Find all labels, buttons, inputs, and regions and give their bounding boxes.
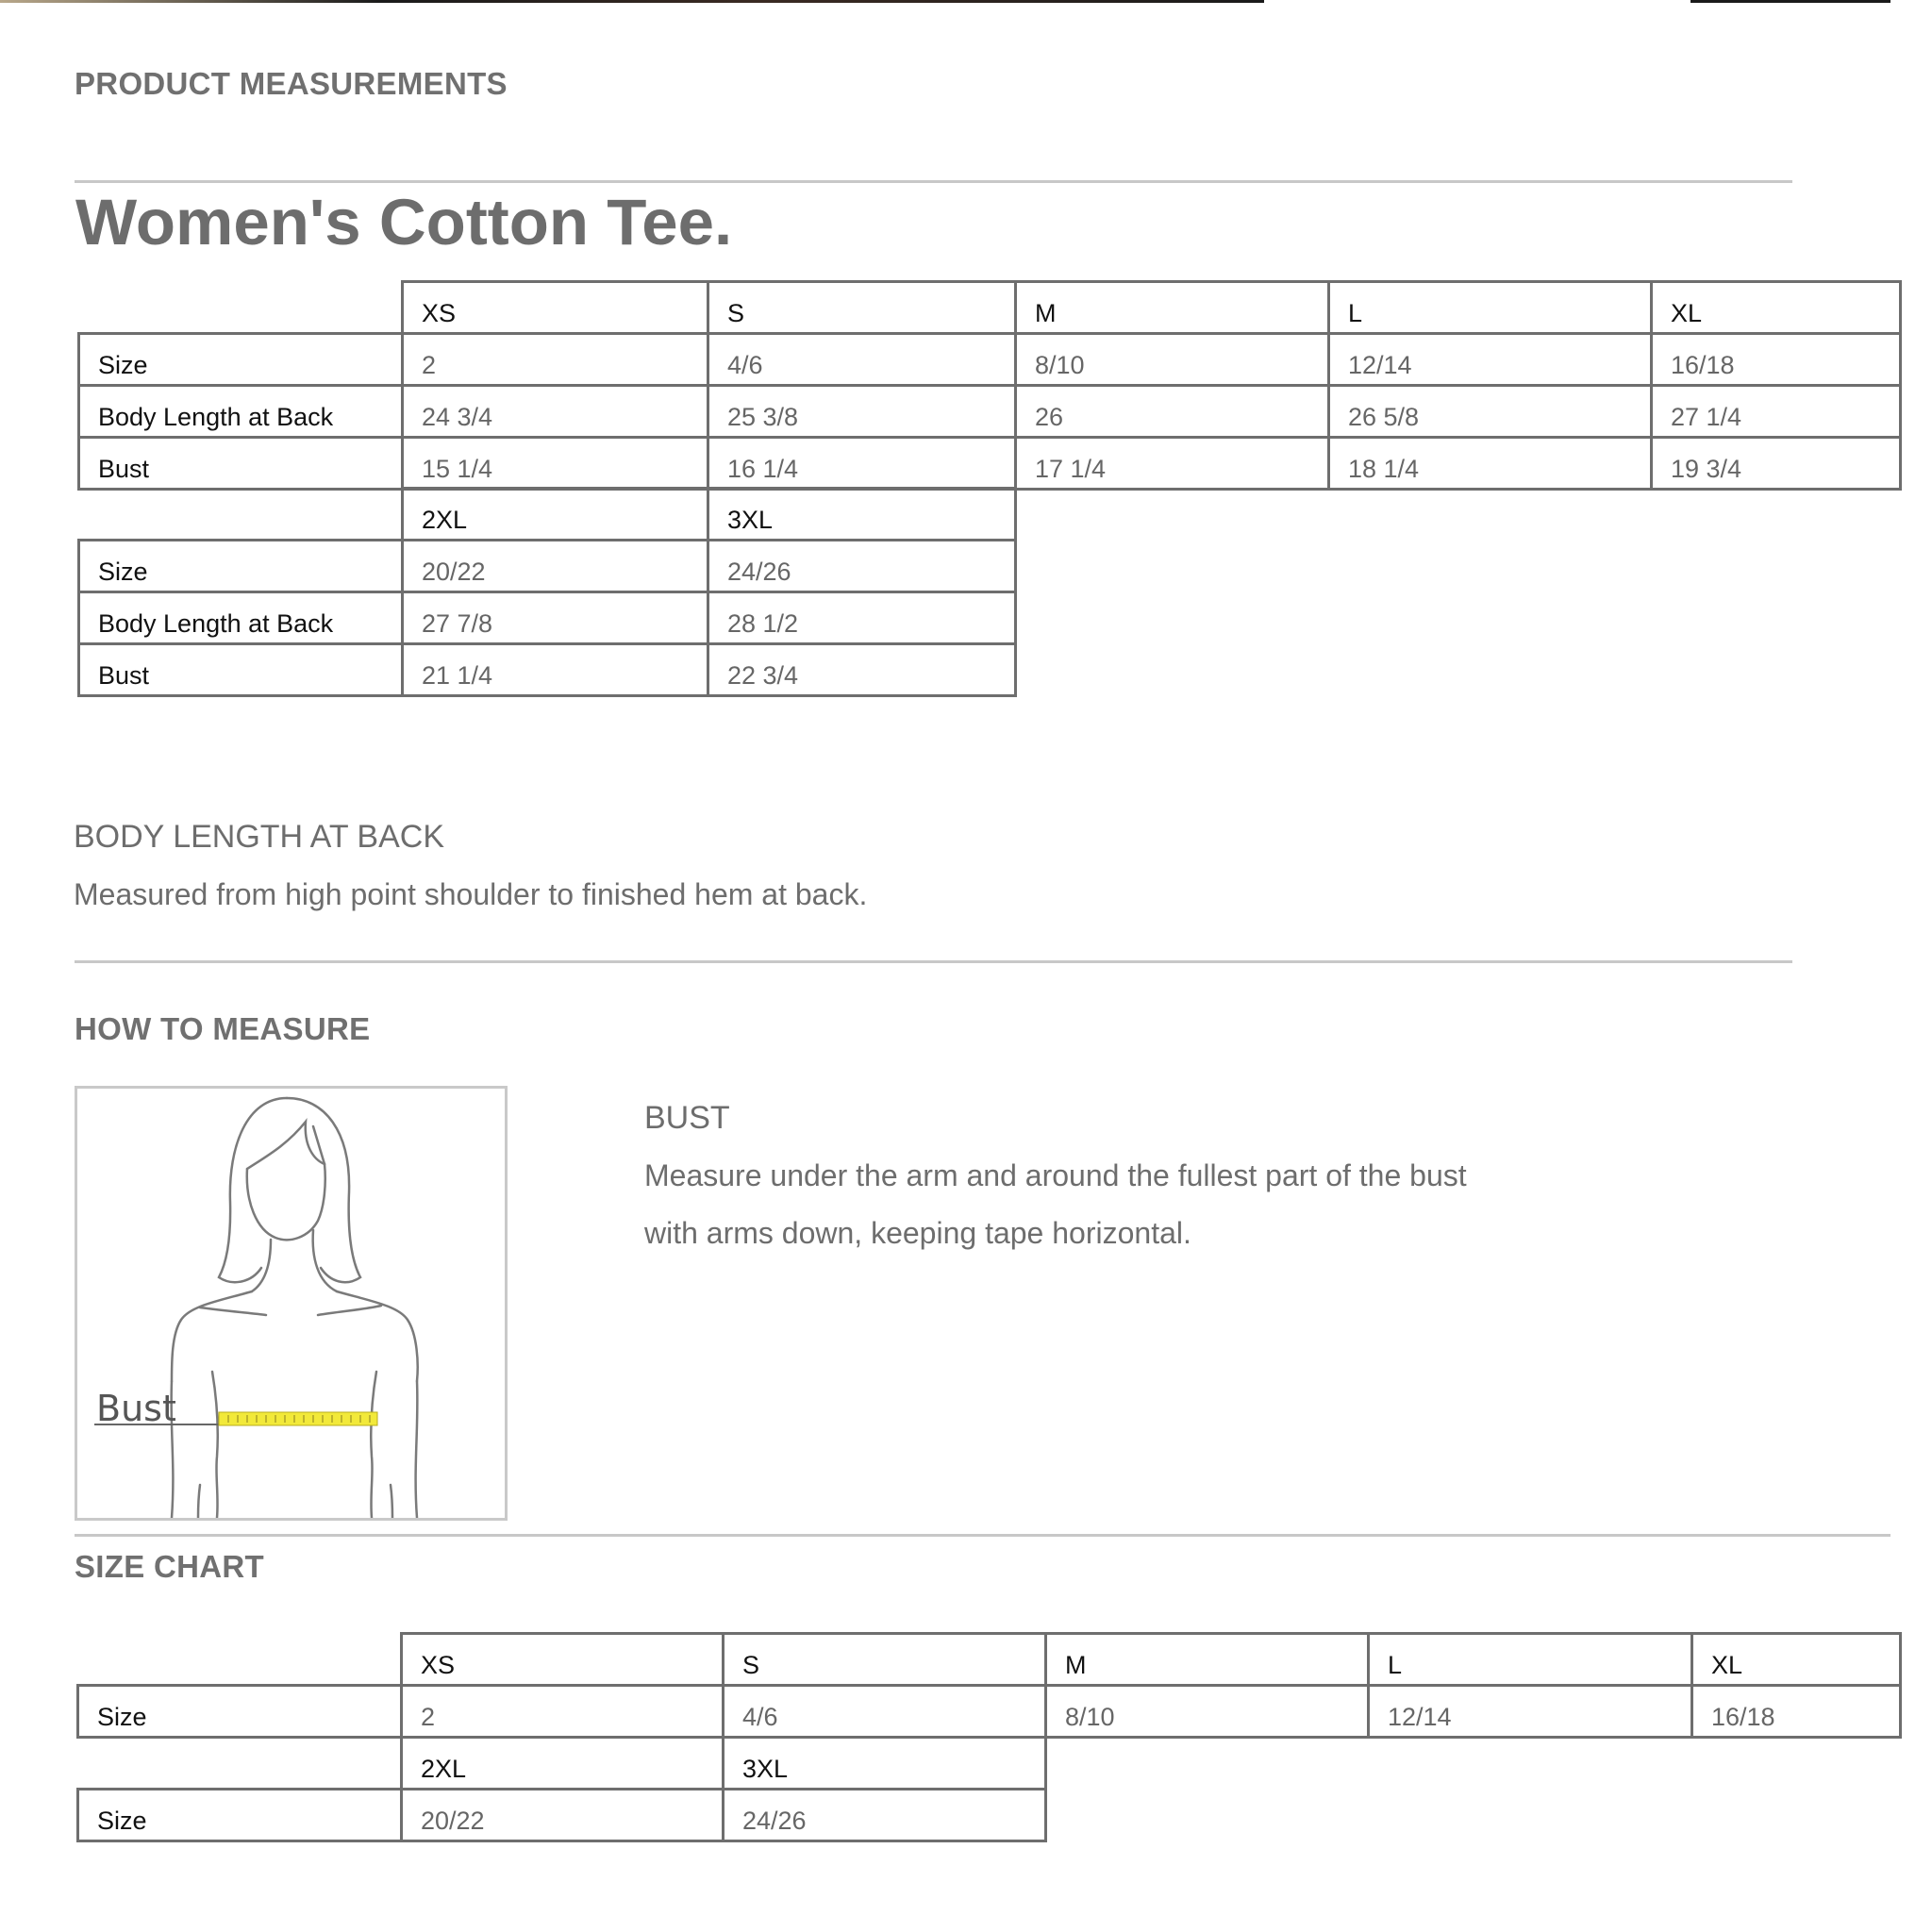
- table-cell: 19 3/4: [1650, 436, 1902, 491]
- column-header: XL: [1690, 1632, 1902, 1687]
- table-cell: 24/26: [722, 1788, 1047, 1842]
- table-cell: 17 1/4: [1014, 436, 1330, 491]
- table-cell: 27 7/8: [401, 591, 709, 645]
- row-label: Size: [77, 332, 404, 387]
- divider: [75, 1534, 1890, 1537]
- column-header: 3XL: [707, 487, 1017, 541]
- divider: [75, 960, 1792, 963]
- top-banner-strip: [0, 0, 1264, 3]
- table-cell: 20/22: [401, 539, 709, 593]
- table-cell: 15 1/4: [401, 436, 709, 491]
- row-label: Size: [76, 1788, 403, 1842]
- table-cell: 4/6: [722, 1684, 1047, 1739]
- bust-measurement-illustration: [75, 1086, 508, 1521]
- table-cell: 4/6: [707, 332, 1017, 387]
- column-header: M: [1014, 280, 1330, 335]
- column-header: 3XL: [722, 1736, 1047, 1790]
- table-cell: 24 3/4: [401, 384, 709, 439]
- row-label: Bust: [77, 436, 404, 491]
- body-length-description: Measured from high point shoulder to finished hem at back.: [74, 877, 868, 911]
- bust-description-line-1: Measure under the arm and around the fullest part of the bust: [644, 1158, 1467, 1192]
- row-label: Size: [77, 539, 404, 593]
- divider: [75, 180, 1792, 183]
- top-banner-strip-right: [1690, 0, 1890, 3]
- table-cell: 20/22: [400, 1788, 724, 1842]
- column-header: 2XL: [400, 1736, 724, 1790]
- woman-figure-icon: [77, 1089, 505, 1518]
- table-cell: 2: [400, 1684, 724, 1739]
- row-label: Body Length at Back: [77, 384, 404, 439]
- column-header: L: [1367, 1632, 1693, 1687]
- figure-bust-label: Bust: [96, 1388, 176, 1429]
- table-cell: 21 1/4: [401, 642, 709, 697]
- column-header: S: [722, 1632, 1047, 1687]
- table-cell: 2: [401, 332, 709, 387]
- bust-description-line-2: with arms down, keeping tape horizontal.: [644, 1216, 1191, 1250]
- table-cell: 12/14: [1367, 1684, 1693, 1739]
- column-header: S: [707, 280, 1017, 335]
- table-cell: 16 1/4: [707, 436, 1017, 491]
- table-cell: 16/18: [1690, 1684, 1902, 1739]
- table-cell: 25 3/8: [707, 384, 1017, 439]
- product-title: Women's Cotton Tee.: [75, 186, 733, 258]
- table-cell: 12/14: [1327, 332, 1653, 387]
- column-header: XL: [1650, 280, 1902, 335]
- how-to-measure-heading: HOW TO MEASURE: [75, 1011, 371, 1046]
- table-cell: 26 5/8: [1327, 384, 1653, 439]
- size-chart-heading: SIZE CHART: [75, 1549, 264, 1584]
- column-header: L: [1327, 280, 1653, 335]
- row-label: Bust: [77, 642, 404, 697]
- body-length-heading: BODY LENGTH AT BACK: [74, 819, 445, 855]
- row-label: Size: [76, 1684, 403, 1739]
- table-cell: 24/26: [707, 539, 1017, 593]
- measuring-tape-icon: [219, 1412, 377, 1425]
- table-cell: 16/18: [1650, 332, 1902, 387]
- table-cell: 22 3/4: [707, 642, 1017, 697]
- column-header: XS: [400, 1632, 724, 1687]
- bust-heading: BUST: [644, 1100, 730, 1136]
- table-cell: 26: [1014, 384, 1330, 439]
- column-header: XS: [401, 280, 709, 335]
- table-cell: 8/10: [1014, 332, 1330, 387]
- table-cell: 8/10: [1044, 1684, 1370, 1739]
- table-cell: 28 1/2: [707, 591, 1017, 645]
- column-header: M: [1044, 1632, 1370, 1687]
- table-cell: 27 1/4: [1650, 384, 1902, 439]
- page-heading: PRODUCT MEASUREMENTS: [75, 66, 508, 101]
- row-label: Body Length at Back: [77, 591, 404, 645]
- table-cell: 18 1/4: [1327, 436, 1653, 491]
- column-header: 2XL: [401, 487, 709, 541]
